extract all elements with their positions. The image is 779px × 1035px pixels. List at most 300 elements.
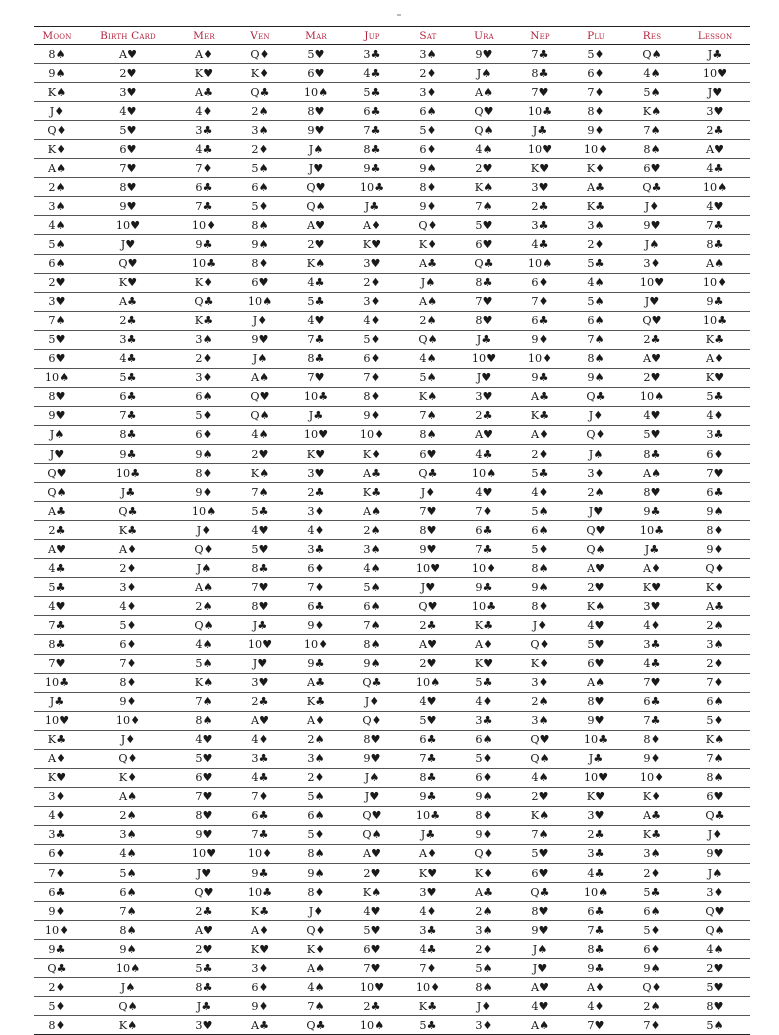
card-cell-ura: 10♣ [456, 597, 512, 616]
card-cell-jup: 5♦ [344, 330, 400, 349]
column-header-jup: Jup [344, 27, 400, 45]
card-cell-lesson: 10♥ [680, 64, 750, 83]
card-cell-plu: 6♦ [568, 64, 624, 83]
card-cell-res: K♣ [624, 825, 680, 844]
card-cell-ven: J♦ [232, 311, 288, 330]
card-cell-mer: 5♠ [176, 654, 232, 673]
card-cell-ura: 3♦ [456, 1016, 512, 1035]
card-cell-ven: 9♦ [232, 997, 288, 1016]
card-cell-plu: 8♥ [568, 692, 624, 711]
card-cell-nep: Q♠ [512, 749, 568, 768]
card-cell-sat: 6♠ [400, 102, 456, 121]
card-cell-mar: 7♦ [288, 578, 344, 597]
card-cell-nep: 7♠ [512, 825, 568, 844]
card-cell-lesson: 10♣ [680, 311, 750, 330]
card-cell-moon: 7♠ [34, 311, 80, 330]
card-cell-nep: 5♠ [512, 502, 568, 521]
card-cell-plu: 7♠ [568, 330, 624, 349]
card-cell-lesson: 6♥ [680, 787, 750, 806]
card-cell-mar: 7♥ [288, 368, 344, 387]
card-cell-mar: 7♠ [288, 997, 344, 1016]
card-cell-plu: J♣ [568, 749, 624, 768]
card-cell-nep: 8♥ [512, 902, 568, 921]
card-cell-nep: 5♥ [512, 844, 568, 863]
card-cell-sat: 6♥ [400, 444, 456, 463]
card-cell-ven: Q♣ [232, 83, 288, 102]
card-cell-ven: A♥ [232, 711, 288, 730]
card-cell-nep: Q♣ [512, 883, 568, 902]
card-cell-birth-card: A♠ [80, 787, 176, 806]
card-cell-res: 2♣ [624, 330, 680, 349]
card-cell-jup: 9♦ [344, 406, 400, 425]
card-cell-mer: 3♠ [176, 330, 232, 349]
card-cell-lesson: J♦ [680, 825, 750, 844]
card-cell-ven: A♦ [232, 921, 288, 940]
card-cell-mar: 9♣ [288, 654, 344, 673]
card-cell-res: 9♣ [624, 502, 680, 521]
card-cell-mer: A♦ [176, 45, 232, 64]
card-cell-sat: 9♠ [400, 159, 456, 178]
card-cell-plu: 8♦ [568, 102, 624, 121]
card-cell-lesson: 8♥ [680, 997, 750, 1016]
card-cell-plu: 2♦ [568, 235, 624, 254]
card-cell-mer: 2♦ [176, 349, 232, 368]
table-row [34, 311, 750, 330]
table-row [34, 502, 750, 521]
card-cell-sat: A♦ [400, 844, 456, 863]
table-row [34, 235, 750, 254]
card-cell-mer: 6♦ [176, 425, 232, 444]
card-cell-jup: 7♣ [344, 121, 400, 140]
card-cell-birth-card: 7♦ [80, 654, 176, 673]
table-row [34, 578, 750, 597]
card-cell-mer: 5♥ [176, 749, 232, 768]
card-cell-moon: 3♠ [34, 197, 80, 216]
card-cell-birth-card: 9♣ [80, 444, 176, 463]
card-cell-res: K♥ [624, 578, 680, 597]
card-cell-ven: 10♦ [232, 844, 288, 863]
card-cell-sat: 5♠ [400, 368, 456, 387]
column-header-moon: Moon [34, 27, 80, 45]
card-cell-mer: 10♥ [176, 844, 232, 863]
card-cell-lesson: 9♣ [680, 292, 750, 311]
card-cell-nep: 9♣ [512, 368, 568, 387]
card-cell-nep: J♣ [512, 121, 568, 140]
card-cell-mar: 6♣ [288, 597, 344, 616]
card-cell-ura: A♥ [456, 425, 512, 444]
card-cell-moon: A♣ [34, 502, 80, 521]
card-cell-mer: 9♦ [176, 483, 232, 502]
card-cell-ven: 3♣ [232, 749, 288, 768]
card-cell-plu: 5♠ [568, 292, 624, 311]
card-cell-res: Q♣ [624, 178, 680, 197]
card-cell-sat: K♠ [400, 387, 456, 406]
card-cell-birth-card: A♣ [80, 292, 176, 311]
card-cell-res: 5♥ [624, 425, 680, 444]
card-cell-res: 4♠ [624, 64, 680, 83]
card-cell-moon: 5♠ [34, 235, 80, 254]
card-cell-nep: 3♠ [512, 711, 568, 730]
card-cell-sat: 10♥ [400, 559, 456, 578]
card-cell-nep: 10♠ [512, 254, 568, 273]
card-cell-jup: 8♠ [344, 635, 400, 654]
card-cell-lesson: 7♥ [680, 464, 750, 483]
card-cell-sat: 8♣ [400, 768, 456, 787]
card-cell-mer: 10♣ [176, 254, 232, 273]
card-cell-jup: 6♦ [344, 349, 400, 368]
card-cell-moon: 4♥ [34, 597, 80, 616]
card-cell-lesson: 2♠ [680, 616, 750, 635]
card-cell-plu: 9♣ [568, 959, 624, 978]
card-cell-lesson: A♦ [680, 349, 750, 368]
card-cell-lesson: J♣ [680, 45, 750, 64]
card-cell-mar: 3♦ [288, 502, 344, 521]
card-cell-plu: J♥ [568, 502, 624, 521]
card-cell-sat: 4♠ [400, 349, 456, 368]
card-cell-mer: Q♠ [176, 616, 232, 635]
card-cell-birth-card: Q♠ [80, 997, 176, 1016]
card-cell-birth-card: 3♠ [80, 825, 176, 844]
card-cell-jup: Q♦ [344, 711, 400, 730]
card-cell-lesson: 5♦ [680, 711, 750, 730]
card-cell-lesson: 8♣ [680, 235, 750, 254]
table-row [34, 883, 750, 902]
card-cell-plu: 6♣ [568, 902, 624, 921]
card-cell-moon: 7♥ [34, 654, 80, 673]
card-cell-plu: A♥ [568, 559, 624, 578]
card-cell-ura: 3♥ [456, 387, 512, 406]
card-cell-nep: Q♦ [512, 635, 568, 654]
card-cell-moon: K♠ [34, 83, 80, 102]
card-cell-res: 3♥ [624, 597, 680, 616]
table-row [34, 406, 750, 425]
card-cell-moon: 7♣ [34, 616, 80, 635]
card-cell-lesson: J♥ [680, 83, 750, 102]
card-cell-mar: 3♣ [288, 540, 344, 559]
card-cell-birth-card: 2♠ [80, 806, 176, 825]
card-cell-jup: J♠ [344, 768, 400, 787]
card-cell-mer: K♦ [176, 273, 232, 292]
table-row [34, 921, 750, 940]
card-cell-birth-card: 10♣ [80, 464, 176, 483]
card-cell-sat: 5♦ [400, 121, 456, 140]
card-cell-mar: 4♠ [288, 978, 344, 997]
card-cell-birth-card: 3♣ [80, 330, 176, 349]
card-cell-ura: 5♦ [456, 749, 512, 768]
card-cell-birth-card: J♠ [80, 978, 176, 997]
card-cell-mar: 10♠ [288, 83, 344, 102]
card-cell-jup: K♥ [344, 235, 400, 254]
card-cell-mer: 5♣ [176, 959, 232, 978]
card-cell-ura: Q♥ [456, 102, 512, 121]
card-cell-mar: 3♥ [288, 464, 344, 483]
card-cell-moon: 9♠ [34, 64, 80, 83]
card-cell-mar: A♣ [288, 673, 344, 692]
card-cell-birth-card: 9♥ [80, 197, 176, 216]
card-cell-ven: 2♥ [232, 444, 288, 463]
card-cell-mer: 2♥ [176, 940, 232, 959]
card-cell-plu: 4♣ [568, 864, 624, 883]
card-cell-lesson: J♠ [680, 864, 750, 883]
card-cell-ura: 6♥ [456, 235, 512, 254]
card-cell-birth-card: 3♥ [80, 83, 176, 102]
card-table-container [34, 26, 750, 1035]
card-cell-ura: 9♠ [456, 787, 512, 806]
card-cell-plu: K♠ [568, 597, 624, 616]
card-cell-ven: Q♠ [232, 406, 288, 425]
card-cell-nep: 6♦ [512, 273, 568, 292]
card-cell-ura: 8♦ [456, 806, 512, 825]
card-cell-plu: 6♠ [568, 311, 624, 330]
card-cell-jup: 7♠ [344, 616, 400, 635]
card-cell-lesson: 9♠ [680, 502, 750, 521]
card-cell-ven: 10♣ [232, 883, 288, 902]
card-cell-mar: J♠ [288, 140, 344, 159]
card-cell-plu: J♠ [568, 444, 624, 463]
card-cell-res: 10♥ [624, 273, 680, 292]
card-cell-mer: J♥ [176, 864, 232, 883]
card-cell-res: J♦ [624, 197, 680, 216]
card-cell-ven: 2♣ [232, 692, 288, 711]
card-cell-mar: J♥ [288, 159, 344, 178]
card-cell-moon: 2♦ [34, 978, 80, 997]
card-cell-ura: 2♥ [456, 159, 512, 178]
card-cell-plu: 5♦ [568, 45, 624, 64]
card-cell-moon: 5♣ [34, 578, 80, 597]
card-cell-moon: J♦ [34, 102, 80, 121]
card-cell-jup: 2♠ [344, 521, 400, 540]
card-cell-plu: K♣ [568, 197, 624, 216]
card-cell-lesson: 10♦ [680, 273, 750, 292]
card-cell-nep: 10♥ [512, 140, 568, 159]
table-row [34, 102, 750, 121]
card-cell-moon: A♦ [34, 749, 80, 768]
card-cell-nep: K♦ [512, 654, 568, 673]
table-row [34, 216, 750, 235]
card-cell-lesson: 3♣ [680, 425, 750, 444]
card-cell-moon: 3♦ [34, 787, 80, 806]
card-cell-sat: 8♥ [400, 521, 456, 540]
card-cell-moon: 7♦ [34, 864, 80, 883]
card-cell-birth-card: 4♠ [80, 844, 176, 863]
table-row [34, 997, 750, 1016]
table-row [34, 825, 750, 844]
card-cell-ven: 5♠ [232, 159, 288, 178]
card-cell-mar: K♠ [288, 254, 344, 273]
card-cell-nep: 2♦ [512, 444, 568, 463]
card-cell-res: 3♠ [624, 844, 680, 863]
card-cell-nep: 7♦ [512, 292, 568, 311]
card-cell-mer: 6♣ [176, 178, 232, 197]
column-header-res: Res [624, 27, 680, 45]
card-cell-ura: A♠ [456, 83, 512, 102]
card-cell-mar: 10♣ [288, 387, 344, 406]
card-cell-res: 10♦ [624, 768, 680, 787]
card-cell-plu: 2♠ [568, 483, 624, 502]
card-cell-res: 4♥ [624, 406, 680, 425]
card-cell-ura: A♣ [456, 883, 512, 902]
table-row [34, 425, 750, 444]
card-cell-plu: 10♣ [568, 730, 624, 749]
card-cell-res: 3♦ [624, 254, 680, 273]
card-cell-birth-card: J♦ [80, 730, 176, 749]
card-cell-jup: 2♦ [344, 273, 400, 292]
table-row [34, 616, 750, 635]
card-cell-birth-card: 10♠ [80, 959, 176, 978]
card-cell-nep: 4♣ [512, 235, 568, 254]
card-cell-plu: K♦ [568, 159, 624, 178]
table-row [34, 749, 750, 768]
card-cell-sat: Q♠ [400, 330, 456, 349]
card-cell-ura: 5♥ [456, 216, 512, 235]
table-row [34, 254, 750, 273]
card-cell-mar: 2♥ [288, 235, 344, 254]
card-cell-sat: 3♠ [400, 45, 456, 64]
table-row [34, 768, 750, 787]
card-cell-birth-card: 4♦ [80, 597, 176, 616]
card-cell-ven: 6♠ [232, 178, 288, 197]
card-cell-ven: 6♦ [232, 978, 288, 997]
card-cell-lesson: 8♦ [680, 521, 750, 540]
card-cell-mar: 2♠ [288, 730, 344, 749]
card-cell-plu: 6♥ [568, 654, 624, 673]
card-cell-moon: 10♥ [34, 711, 80, 730]
card-cell-ura: K♦ [456, 864, 512, 883]
card-cell-ura: J♦ [456, 997, 512, 1016]
card-cell-mer: 9♥ [176, 825, 232, 844]
card-cell-jup: 3♣ [344, 45, 400, 64]
card-cell-nep: 4♦ [512, 483, 568, 502]
card-cell-mer: 7♦ [176, 159, 232, 178]
card-cell-mar: 5♦ [288, 825, 344, 844]
card-cell-birth-card: 7♣ [80, 406, 176, 425]
table-row [34, 178, 750, 197]
card-cell-jup: 9♥ [344, 749, 400, 768]
card-cell-plu: K♥ [568, 787, 624, 806]
card-cell-plu: 9♥ [568, 711, 624, 730]
card-cell-nep: J♦ [512, 616, 568, 635]
card-cell-mar: A♠ [288, 959, 344, 978]
card-cell-ura: 5♣ [456, 673, 512, 692]
card-cell-plu: 4♠ [568, 273, 624, 292]
card-cell-ura: 2♦ [456, 940, 512, 959]
card-cell-jup: 10♣ [344, 178, 400, 197]
card-cell-nep: 2♠ [512, 692, 568, 711]
card-cell-res: 9♦ [624, 749, 680, 768]
card-cell-lesson: K♠ [680, 730, 750, 749]
card-cell-mar: 4♦ [288, 521, 344, 540]
card-cell-sat: 2♠ [400, 311, 456, 330]
card-cell-birth-card: A♦ [80, 540, 176, 559]
card-cell-res: K♠ [624, 102, 680, 121]
table-row [34, 368, 750, 387]
card-cell-mer: 7♣ [176, 197, 232, 216]
card-cell-lesson: 6♣ [680, 483, 750, 502]
card-cell-res: 6♠ [624, 902, 680, 921]
card-cell-res: 9♠ [624, 959, 680, 978]
card-cell-plu: 3♦ [568, 464, 624, 483]
card-cell-lesson: K♦ [680, 578, 750, 597]
card-cell-mer: 4♥ [176, 730, 232, 749]
card-cell-res: A♠ [624, 464, 680, 483]
card-cell-res: Q♥ [624, 311, 680, 330]
card-cell-mar: 10♥ [288, 425, 344, 444]
card-cell-ura: 10♥ [456, 349, 512, 368]
card-cell-moon: 8♣ [34, 635, 80, 654]
card-cell-plu: 7♣ [568, 921, 624, 940]
card-cell-nep: 6♠ [512, 521, 568, 540]
card-cell-moon: 8♠ [34, 45, 80, 64]
card-cell-res: 6♦ [624, 940, 680, 959]
table-row [34, 806, 750, 825]
card-cell-mar: 9♥ [288, 121, 344, 140]
card-cell-birth-card: 7♠ [80, 902, 176, 921]
card-cell-jup: A♠ [344, 502, 400, 521]
card-cell-ura: 8♣ [456, 273, 512, 292]
card-cell-sat: 2♣ [400, 616, 456, 635]
card-cell-jup: A♣ [344, 464, 400, 483]
card-cell-ven: 7♥ [232, 578, 288, 597]
table-row [34, 121, 750, 140]
card-cell-plu: 10♦ [568, 140, 624, 159]
card-cell-birth-card: Q♣ [80, 502, 176, 521]
card-cell-jup: Q♥ [344, 806, 400, 825]
card-cell-res: 10♠ [624, 387, 680, 406]
table-row [34, 844, 750, 863]
card-cell-mer: K♥ [176, 64, 232, 83]
table-row [34, 330, 750, 349]
card-cell-lesson: A♣ [680, 597, 750, 616]
card-cell-mar: K♥ [288, 444, 344, 463]
card-cell-jup: 4♠ [344, 559, 400, 578]
card-cell-ven: 8♣ [232, 559, 288, 578]
card-cell-sat: 7♠ [400, 406, 456, 425]
card-cell-ven: 9♠ [232, 235, 288, 254]
card-cell-moon: 9♥ [34, 406, 80, 425]
card-cell-birth-card: 9♠ [80, 940, 176, 959]
card-cell-mar: 3♠ [288, 749, 344, 768]
card-cell-res: J♠ [624, 235, 680, 254]
card-cell-mar: 8♣ [288, 349, 344, 368]
card-cell-mer: 2♠ [176, 597, 232, 616]
card-cell-lesson: Q♠ [680, 921, 750, 940]
card-cell-mar: 8♦ [288, 883, 344, 902]
table-row [34, 292, 750, 311]
card-cell-sat: K♦ [400, 235, 456, 254]
card-cell-lesson: Q♦ [680, 559, 750, 578]
card-cell-moon: K♥ [34, 768, 80, 787]
column-header-birth-card: Birth Card [80, 27, 176, 45]
card-cell-birth-card: K♦ [80, 768, 176, 787]
card-cell-moon: 6♣ [34, 883, 80, 902]
card-cell-ura: J♠ [456, 64, 512, 83]
card-cell-plu: 5♣ [568, 254, 624, 273]
card-cell-ven: J♣ [232, 616, 288, 635]
card-cell-sat: K♥ [400, 864, 456, 883]
card-cell-sat: 8♠ [400, 425, 456, 444]
card-cell-plu: 3♥ [568, 806, 624, 825]
card-cell-plu: J♦ [568, 406, 624, 425]
table-row [34, 64, 750, 83]
card-cell-sat: 8♦ [400, 178, 456, 197]
table-row [34, 730, 750, 749]
card-cell-ven: 4♣ [232, 768, 288, 787]
card-cell-ven: K♦ [232, 64, 288, 83]
card-cell-res: 5♠ [624, 83, 680, 102]
card-cell-moon: 10♣ [34, 673, 80, 692]
card-cell-moon: J♥ [34, 444, 80, 463]
card-cell-jup: Q♣ [344, 673, 400, 692]
